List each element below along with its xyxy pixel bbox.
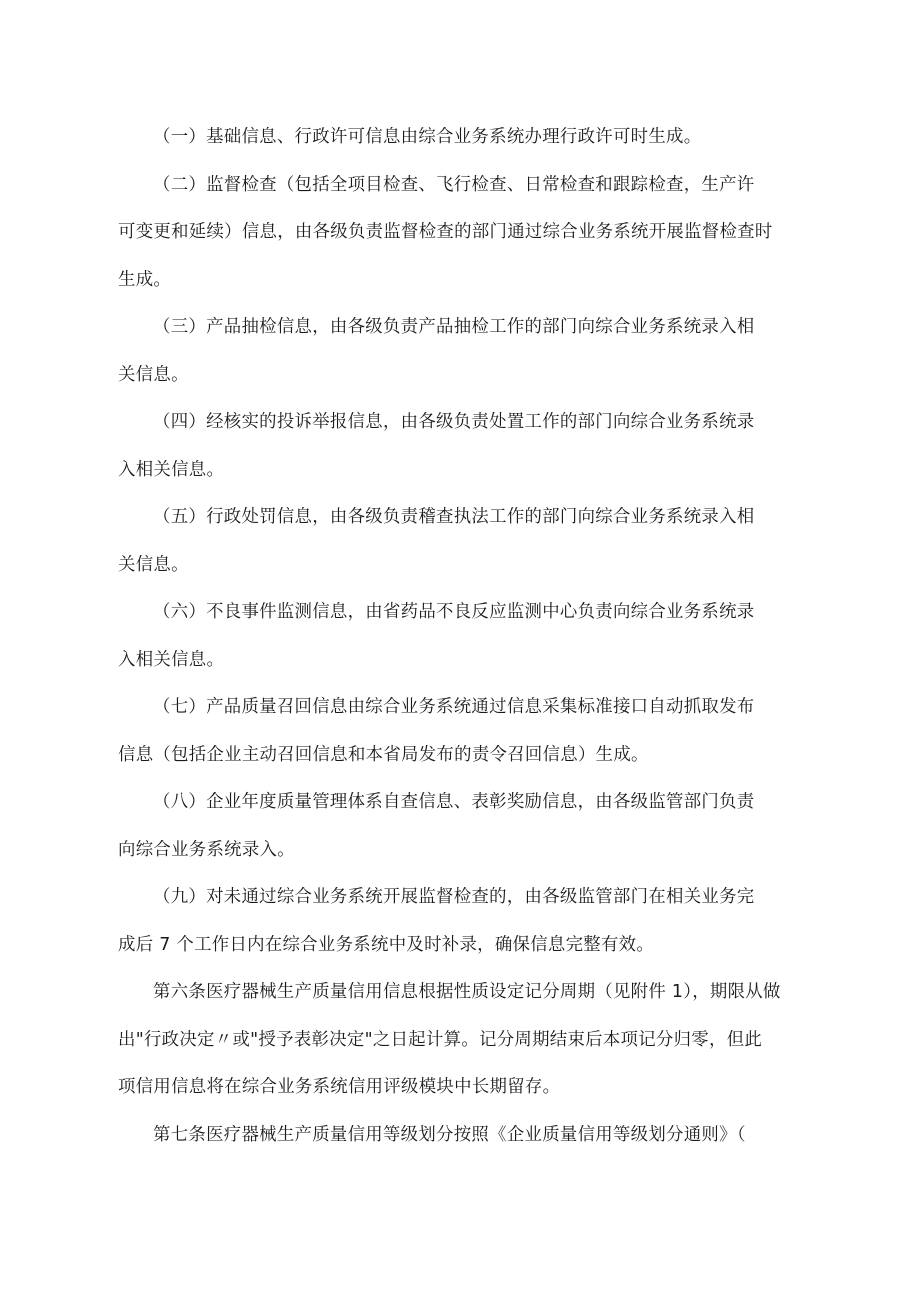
paragraph-p4 bbox=[118, 399, 802, 494]
paragraph-line: （六）不良事件监测信息，由省药品不良反应监测中心负责向综合业务系统录 bbox=[153, 602, 755, 622]
paragraph-line: 第六条医疗器械生产质量信用信息根据性质设定记分周期（见附件 1），期限从做 bbox=[153, 982, 781, 1002]
paragraph-p6 bbox=[118, 589, 802, 684]
paragraph-line: 可变更和延续）信息，由各级负责监督检查的部门通过综合业务系统开展监督检查时 bbox=[118, 222, 773, 242]
paragraph-p9 bbox=[118, 874, 802, 969]
paragraph-line: （三）产品抽检信息，由各级负责产品抽检工作的部门向综合业务系统录入相 bbox=[153, 317, 755, 337]
document-body bbox=[118, 114, 802, 1159]
paragraph-line: 第七条医疗器械生产质量信用等级划分按照《企业质量信用等级划分通则》（ bbox=[153, 1124, 746, 1145]
paragraph-line: （一）基础信息、行政许可信息由综合业务系统办理行政许可时生成。 bbox=[153, 127, 702, 147]
paragraph-line: （二）监督检查（包括全项目检查、飞行检查、日常检查和跟踪检查，生产许 bbox=[153, 174, 755, 195]
paragraph-p8 bbox=[118, 779, 802, 874]
paragraph-line: （九）对未通过综合业务系统开展监督检查的，由各级监管部门在相关业务完 bbox=[153, 887, 755, 907]
paragraph-p7 bbox=[118, 684, 802, 779]
paragraph-line: 出"行政决定〃或"授予表彰决定"之日起计算。记分周期结束后本项记分归零，但此 bbox=[118, 1029, 763, 1050]
paragraph-p10 bbox=[118, 969, 802, 1112]
paragraph-p3 bbox=[118, 304, 802, 399]
paragraph-line: 生成。 bbox=[118, 269, 172, 290]
paragraph-line: （八）企业年度质量管理体系自查信息、表彰奖励信息，由各级监管部门负责 bbox=[153, 792, 755, 812]
paragraph-line: （四）经核实的投诉举报信息，由各级负责处置工作的部门向综合业务系统录 bbox=[153, 412, 755, 432]
paragraph-p11 bbox=[118, 1112, 802, 1160]
paragraph-line: 入相关信息。 bbox=[118, 459, 225, 480]
paragraph-line: （七）产品质量召回信息由综合业务系统通过信息采集标准接口自动抓取发布 bbox=[153, 697, 755, 717]
paragraph-line: 入相关信息。 bbox=[118, 649, 225, 670]
paragraph-line: （五）行政处罚信息，由各级负责稽查执法工作的部门向综合业务系统录入相 bbox=[153, 507, 755, 527]
paragraph-p5 bbox=[118, 494, 802, 589]
paragraph-line: 信息（包括企业主动召回信息和本省局发布的责令召回信息）生成。 bbox=[118, 744, 649, 765]
paragraph-line: 关信息。 bbox=[118, 554, 189, 575]
paragraph-p2 bbox=[118, 162, 802, 305]
paragraph-p1 bbox=[118, 114, 802, 162]
paragraph-line: 项信用信息将在综合业务系统信用评级模块中长期留存。 bbox=[118, 1077, 561, 1097]
paragraph-line: 成后 7 个工作日内在综合业务系统中及时补录，确保信息完整有效。 bbox=[118, 934, 655, 955]
paragraph-line: 关信息。 bbox=[118, 364, 189, 385]
paragraph-line: 向综合业务系统录入。 bbox=[118, 839, 295, 860]
